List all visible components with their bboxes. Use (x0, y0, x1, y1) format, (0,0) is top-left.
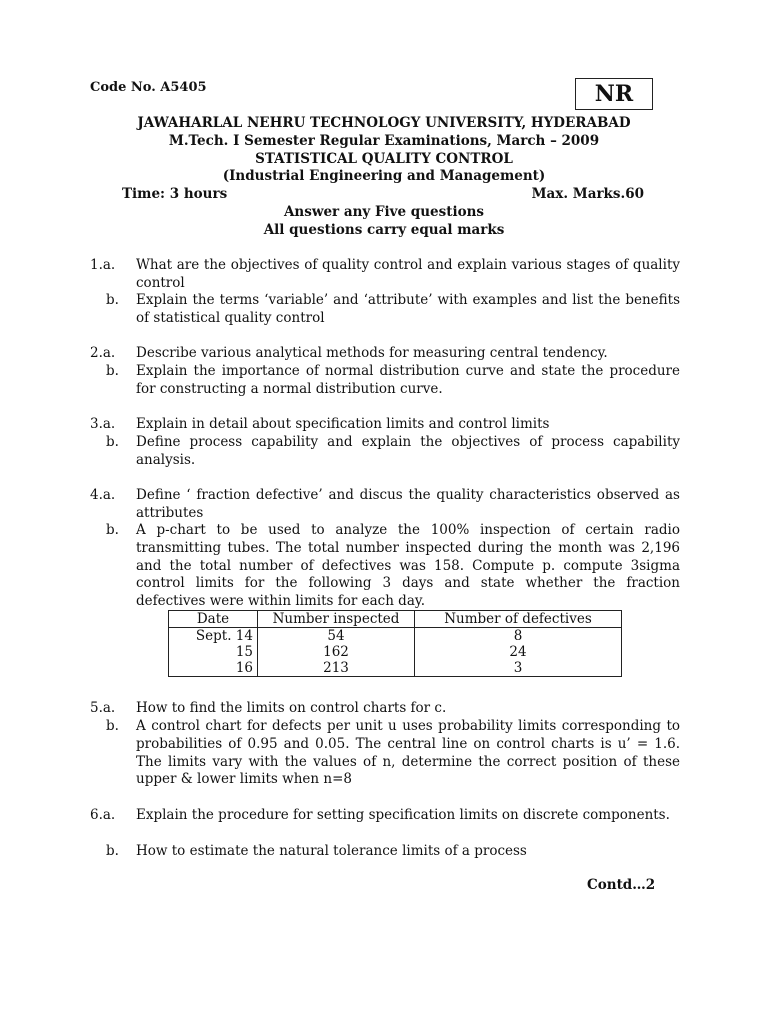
question-2a (90, 345, 680, 363)
time-allowed: Time: 3 hours (122, 186, 228, 202)
exam-title: M.Tech. I Semester Regular Examinations, March – 2009 (168, 133, 600, 149)
table-cell-defectives: 3 (415, 660, 622, 677)
question-3a (90, 416, 680, 434)
question-number: 3.a. (90, 416, 116, 432)
question-text: A control chart for defects per unit u uses probability limits corresponding to probabilities of 0.95 and 0.05. The central line on control charts is u’ = 1.6. The limits vary with the values of n, determine the correct position of these upper & lower limits when n=8 (136, 718, 680, 788)
table-row (169, 644, 622, 660)
branch-title: (Industrial Engineering and Management) (222, 168, 546, 184)
question-2b (90, 363, 680, 399)
question-subpart: b. (106, 363, 119, 379)
continued-marker: Contd…2 (587, 877, 656, 893)
question-number: 5.a. (90, 700, 116, 716)
question-5b (90, 718, 680, 789)
question-text: Explain in detail about specification limits and control limits (136, 416, 550, 432)
question-text: Explain the importance of normal distribution curve and state the procedure for constructing a normal distribution curve. (136, 363, 680, 397)
max-marks: Max. Marks.60 (531, 186, 644, 202)
table-header-inspected: Number inspected (258, 611, 415, 628)
table-header-defectives: Number of defectives (415, 611, 622, 628)
table-header-row (169, 611, 622, 628)
question-6a (90, 807, 680, 825)
question-text: Describe various analytical methods for measuring central tendency. (136, 345, 608, 361)
question-text: A p-chart to be used to analyze the 100% inspection of certain radio transmitting tubes. The total number inspected during the month was 2,196 and the total number of defectives was 158. Compute p. compute 3sigma control limits for the following 3 days and state whether the fraction defectives were within limits for each day. (136, 522, 680, 610)
question-text: Explain the procedure for setting specification limits on discrete components. (136, 807, 670, 823)
table-header-date: Date (169, 611, 258, 628)
question-1a (90, 257, 680, 293)
question-subpart: b. (106, 292, 119, 308)
table-cell-inspected: 213 (258, 660, 415, 677)
question-text: Define process capability and explain the objectives of process capability analysis. (136, 434, 680, 468)
question-text: What are the objectives of quality control and explain various stages of quality control (136, 257, 680, 291)
question-text: Define ‘ fraction defective’ and discus the quality characteristics observed as attributes (136, 487, 680, 521)
university-name: JAWAHARLAL NEHRU TECHNOLOGY UNIVERSITY, HYDERABAD (137, 115, 631, 131)
question-4b (90, 522, 680, 611)
table-cell-inspected: 162 (258, 644, 415, 660)
code-number: Code No. A5405 (90, 80, 207, 95)
table-cell-inspected: 54 (258, 628, 415, 645)
question-5a (90, 700, 680, 718)
question-text: How to find the limits on control charts for c. (136, 700, 447, 716)
table-cell-date: Sept. 14 (169, 628, 258, 645)
question-text: How to estimate the natural tolerance limits of a process (136, 843, 527, 859)
question-subpart: b. (106, 843, 119, 859)
question-1b (90, 292, 680, 328)
question-3b (90, 434, 680, 470)
table-cell-defectives: 8 (415, 628, 622, 645)
question-number: 4.a. (90, 487, 116, 503)
question-subpart: b. (106, 718, 119, 734)
question-number: 1.a. (90, 257, 116, 273)
subject-title: STATISTICAL QUALITY CONTROL (255, 151, 513, 167)
table-cell-defectives: 24 (415, 644, 622, 660)
question-number: 6.a. (90, 807, 116, 823)
question-subpart: b. (106, 522, 119, 538)
table-row (169, 660, 622, 677)
time-marks-row (122, 186, 644, 202)
nr-box: NR (575, 78, 653, 110)
question-text: Explain the terms ‘variable’ and ‘attribute’ with examples and list the benefits of statistical quality control (136, 292, 680, 326)
question-number: 2.a. (90, 345, 116, 361)
defectives-table (168, 610, 622, 677)
table-cell-date: 15 (169, 644, 258, 660)
table-row (169, 628, 622, 645)
instruction-equal-marks: All questions carry equal marks (263, 222, 505, 238)
instruction-answer-five: Answer any Five questions (283, 204, 485, 220)
question-subpart: b. (106, 434, 119, 450)
question-4a (90, 487, 680, 523)
question-6b (90, 843, 680, 861)
table-cell-date: 16 (169, 660, 258, 677)
